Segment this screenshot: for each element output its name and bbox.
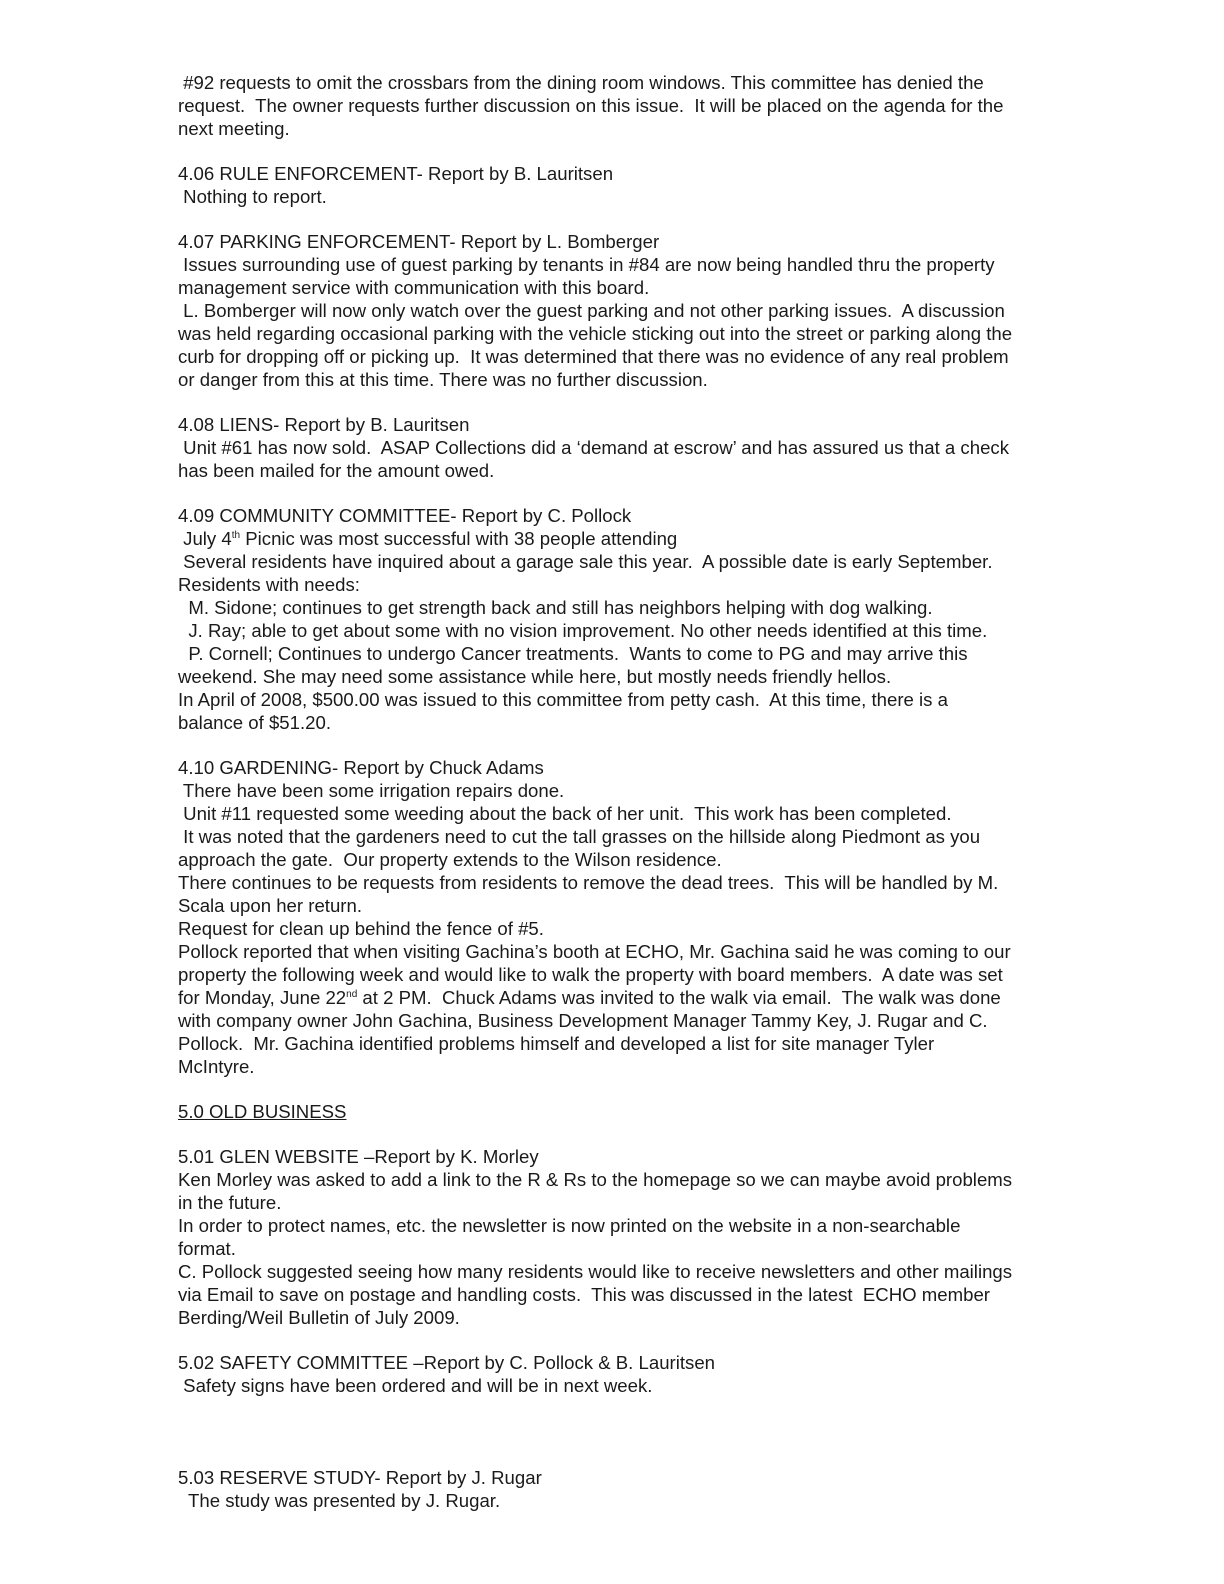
text-line: via Email to save on postage and handling costs. This was discussed in the latest ECHO member xyxy=(178,1284,990,1305)
ordinal-suffix: nd xyxy=(346,988,358,1000)
text-line: Pollock reported that when visiting Gachina’s booth at ECHO, Mr. Gachina said he was coming to our xyxy=(178,941,1011,962)
section-heading: 5.03 RESERVE STUDY- Report by J. Rugar xyxy=(178,1467,542,1488)
text-line: Ken Morley was asked to add a link to the R & Rs to the homepage so we can maybe avoid problems xyxy=(178,1169,1013,1190)
text-line: Several residents have inquired about a garage sale this year. A possible date is early September. xyxy=(178,551,993,572)
text-line: in the future. xyxy=(178,1192,282,1213)
text-line: McIntyre. xyxy=(178,1056,255,1077)
text-line: was held regarding occasional parking with the vehicle sticking out into the street or parking along the xyxy=(178,323,1013,344)
section-heading: 4.08 LIENS- Report by B. Lauritsen xyxy=(178,414,470,435)
text-line: There continues to be requests from residents to remove the dead trees. This will be handled by M. xyxy=(178,872,999,893)
text-line: P. Cornell; Continues to undergo Cancer treatments. Wants to come to PG and may arrive this xyxy=(178,643,968,664)
text-line: M. Sidone; continues to get strength back and still has neighbors helping with dog walking. xyxy=(178,597,933,618)
text-line: curb for dropping off or picking up. It was determined that there was no evidence of any real problem xyxy=(178,346,1009,367)
section-5-0 xyxy=(178,1100,1078,1123)
text-line: J. Ray; able to get about some with no vision improvement. No other needs identified at this time. xyxy=(178,620,988,641)
text-line: The study was presented by J. Rugar. xyxy=(178,1490,501,1511)
text-line xyxy=(178,527,1078,550)
text-line: Unit #11 requested some weeding about the back of her unit. This work has been completed. xyxy=(178,803,952,824)
section-heading: 4.07 PARKING ENFORCEMENT- Report by L. Bomberger xyxy=(178,231,660,252)
text-line: request. The owner requests further discussion on this issue. It will be placed on the agenda for the xyxy=(178,95,1004,116)
text-line: Issues surrounding use of guest parking by tenants in #84 are now being handled thru the property xyxy=(178,254,995,275)
text-line: Safety signs have been ordered and will be in next week. xyxy=(178,1375,653,1396)
section-5-03 xyxy=(178,1466,1078,1512)
section-4-08 xyxy=(178,413,1078,482)
text-line: Nothing to report. xyxy=(178,186,327,207)
section-5-02 xyxy=(178,1351,1078,1397)
date-text: for Monday, June 22 xyxy=(178,987,347,1008)
text-line: Unit #61 has now sold. ASAP Collections did a ‘demand at escrow’ and has assured us that a check xyxy=(178,437,1009,458)
section-5-01 xyxy=(178,1145,1078,1329)
text-line: #92 requests to omit the crossbars from the dining room windows. This committee has denied the xyxy=(178,72,984,93)
text-line: L. Bomberger will now only watch over the guest parking and not other parking issues. A discussion xyxy=(178,300,1005,321)
text-line: In April of 2008, $500.00 was issued to this committee from petty cash. At this time, there is a xyxy=(178,689,948,710)
document-page xyxy=(178,71,1078,1512)
text-line: with company owner John Gachina, Business Development Manager Tammy Key, J. Rugar and C. xyxy=(178,1010,988,1031)
section-4-09 xyxy=(178,504,1078,734)
text-line: approach the gate. Our property extends to the Wilson residence. xyxy=(178,849,722,870)
section-4-06 xyxy=(178,162,1078,208)
text-line: management service with communication with this board. xyxy=(178,277,650,298)
text-line: next meeting. xyxy=(178,118,290,139)
text-line: weekend. She may need some assistance while here, but mostly needs friendly hellos. xyxy=(178,666,892,687)
picnic-text: Picnic was most successful with 38 people attending xyxy=(240,528,678,549)
text-line: There have been some irrigation repairs done. xyxy=(178,780,565,801)
section-heading: 4.06 RULE ENFORCEMENT- Report by B. Lauritsen xyxy=(178,163,614,184)
text-line: has been mailed for the amount owed. xyxy=(178,460,495,481)
section-heading-underlined: 5.0 OLD BUSINESS xyxy=(178,1101,347,1122)
section-heading: 4.10 GARDENING- Report by Chuck Adams xyxy=(178,757,544,778)
intro-paragraph xyxy=(178,71,1078,140)
ordinal-suffix: th xyxy=(231,529,241,541)
section-heading: 5.02 SAFETY COMMITTEE –Report by C. Pollock & B. Lauritsen xyxy=(178,1352,716,1373)
text-line: property the following week and would like to walk the property with board members. A date was set xyxy=(178,964,1003,985)
picnic-text: July 4 xyxy=(178,528,232,549)
section-heading: 5.01 GLEN WEBSITE –Report by K. Morley xyxy=(178,1146,539,1167)
text-line: Berding/Weil Bulletin of July 2009. xyxy=(178,1307,460,1328)
section-heading: 4.09 COMMUNITY COMMITTEE- Report by C. Pollock xyxy=(178,505,632,526)
text-line: It was noted that the gardeners need to cut the tall grasses on the hillside along Piedmont as you xyxy=(178,826,981,847)
text-line: format. xyxy=(178,1238,236,1259)
date-text: at 2 PM. Chuck Adams was invited to the walk via email. The walk was done xyxy=(357,987,1001,1008)
text-line: Pollock. Mr. Gachina identified problems himself and developed a list for site manager Tyler xyxy=(178,1033,935,1054)
text-line: C. Pollock suggested seeing how many residents would like to receive newsletters and other mailings xyxy=(178,1261,1013,1282)
text-line: Scala upon her return. xyxy=(178,895,362,916)
section-4-07 xyxy=(178,230,1078,391)
text-line: In order to protect names, etc. the newsletter is now printed on the website in a non-searchable xyxy=(178,1215,961,1236)
text-line: Request for clean up behind the fence of #5. xyxy=(178,918,544,939)
text-line: Residents with needs: xyxy=(178,574,360,595)
text-line: balance of $51.20. xyxy=(178,712,332,733)
text-line: or danger from this at this time. There was no further discussion. xyxy=(178,369,708,390)
text-line xyxy=(178,986,1078,1009)
section-4-10 xyxy=(178,756,1078,1078)
